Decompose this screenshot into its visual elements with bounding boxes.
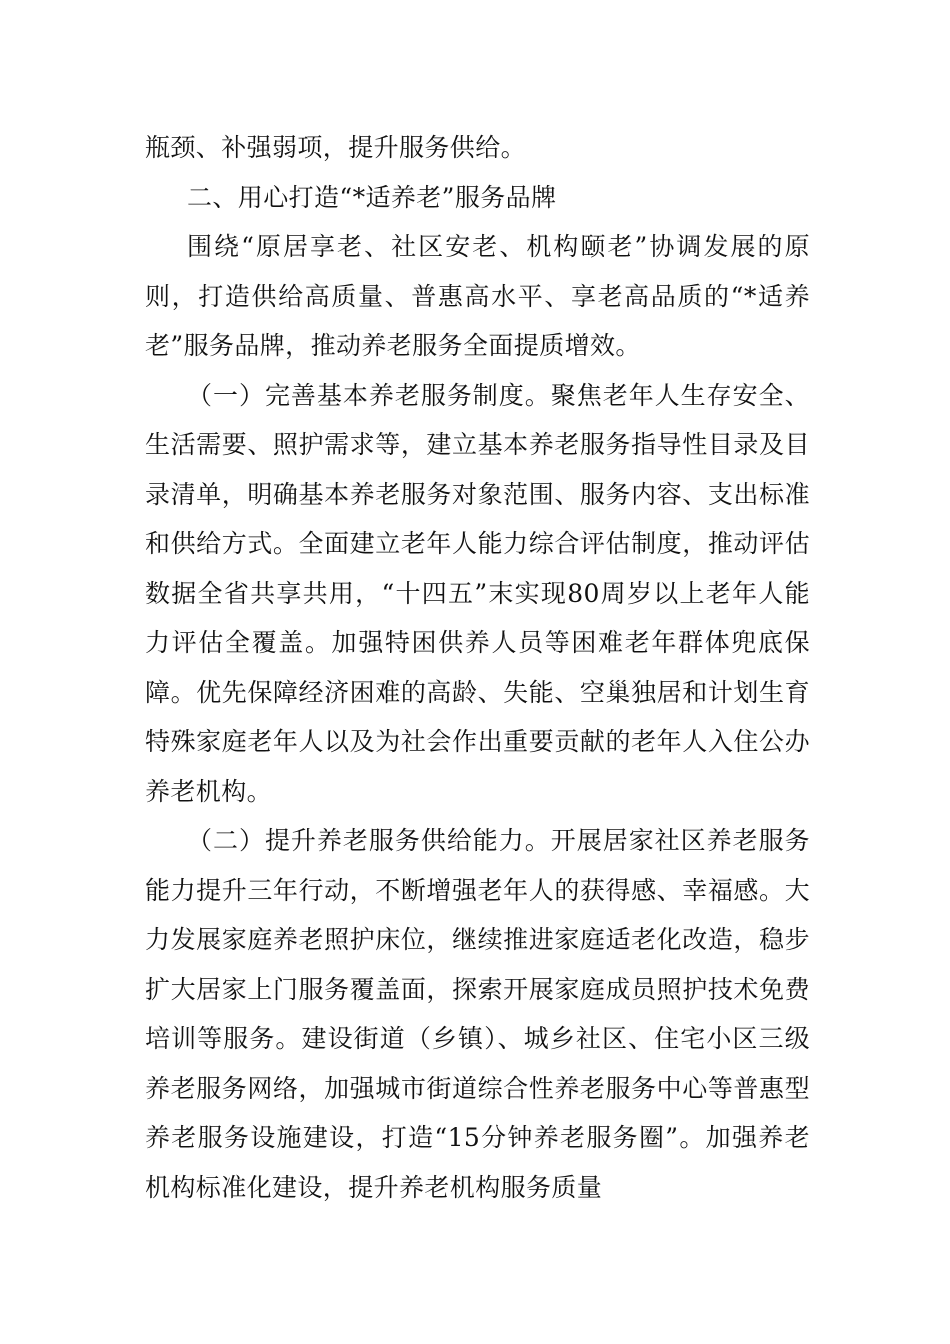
section-heading: 二、用心打造“*适养老”服务品牌 <box>187 182 557 212</box>
paragraph-intro: 围绕“原居享老、社区安老、机构颐老”协调发展的原则，打造供给高质量、普惠高水平、享老高品质的“*适养老”服务品牌，推动养老服务全面提质增效。 <box>145 232 810 360</box>
paragraph-item-1: （一）完善基本养老服务制度。聚焦老年人生存安全、生活需要、照护需求等，建立基本养老服务指导性目录及目录清单，明确基本养老服务对象范围、服务内容、支出标准和供给方式。全面建立老年人能力综合评估制度，推动评估数据全省共享共用，“十四五”末实现80周岁以上老年人能力评估全覆盖。加强特困供养人员等困难老年群体兜底保障。优先保障经济困难的高龄、失能、空巢独居和计划生育特殊家庭老年人以及为社会作出重要贡献的老年人入住公办养老机构。 <box>145 380 810 806</box>
paragraph-continuation: 瓶颈、补强弱项，提升服务供给。 <box>145 133 527 162</box>
document-body <box>145 123 810 1212</box>
paragraph-item-2: （二）提升养老服务供给能力。开展居家社区养老服务能力提升三年行动，不断增强老年人的获得感、幸福感。大力发展家庭养老照护床位，继续推进家庭适老化改造，稳步扩大居家上门服务覆盖面，探索开展家庭成员照护技术免费培训等服务。建设街道（乡镇）、城乡社区、住宅小区三级养老服务网络，加强城市街道综合性养老服务中心等普惠型养老服务设施建设，打造“15分钟养老服务圈”。加强养老机构标准化建设，提升养老机构服务质量 <box>145 826 810 1202</box>
